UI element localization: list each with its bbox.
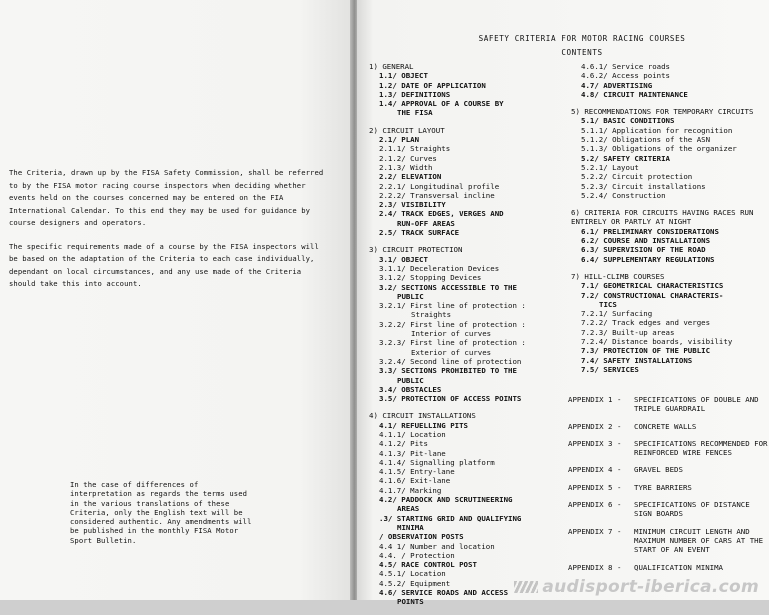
appendix-entry	[568, 439, 768, 458]
intro-paragraph-1: The Criteria, drawn up by the FISA Safety Commission, shall be referred to by the FISA motor racing course inspectors when deciding whether events held on the courses concerned may be entered on the FIA International Calendar. To this end they may be used for guidance by course designers and operators.	[9, 168, 324, 227]
contents-entry: 4.5/ RACE CONTROL POST	[379, 560, 477, 570]
contents-entry: 7.2.3/ Built-up areas	[581, 327, 675, 337]
contents-entry: 7.2/ CONSTRUCTIONAL CHARACTERIS-	[581, 290, 724, 300]
section-heading: 7) HILL-CLIMB COURSES	[571, 271, 665, 281]
contents-entry: 4.1.5/ Entry-lane	[379, 467, 455, 477]
appendix-number: APPENDIX 5 -	[568, 482, 622, 492]
contents-entry: 3.1/ OBJECT	[379, 254, 428, 264]
contents-entry: 6.1/ PRELIMINARY CONSIDERATIONS	[581, 226, 719, 236]
contents-section	[571, 107, 767, 200]
contents-entry: 3.2.4/ Second line of protection	[379, 356, 522, 366]
contents-entry: 4.8/ CIRCUIT MAINTENANCE	[581, 89, 688, 99]
contents-entry: POINTS	[397, 597, 424, 607]
contents-entry: AREAS	[397, 504, 420, 514]
contents-entry: 4.6.1/ Service roads	[581, 62, 670, 71]
contents-entry: 4.4 1/ Number and location	[379, 541, 495, 551]
contents-entry: 4.1.6/ Exit-lane	[379, 476, 451, 486]
translation-note: In the case of differences of interpretation as regards the terms used in the various translations of these Criteria, only the English text will be considered authentic. Any amendments will be published in the monthly FISA Motor Sport Bulletin.	[70, 480, 252, 545]
appendix-number: APPENDIX 1 -	[568, 395, 622, 404]
appendix-number: APPENDIX 4 -	[568, 465, 622, 475]
contents-entry: PUBLIC	[397, 291, 424, 301]
contents-entry: 5.2.4/ Construction	[581, 190, 666, 200]
appendix-entry	[568, 527, 768, 555]
contents-entry: 4.1.1/ Location	[379, 429, 446, 439]
contents-entry: 2.5/ TRACK SURFACE	[379, 228, 460, 238]
left-page	[0, 0, 352, 600]
appendix-entry	[568, 563, 768, 572]
contents-entry: RUN-OFF AREAS	[397, 218, 455, 228]
appendix-title: GRAVEL BEDS	[634, 465, 683, 475]
appendix-title: QUALIFICATION MINIMA	[634, 562, 723, 572]
contents-entry: 2.1.1/ Straights	[379, 144, 451, 154]
contents-entry: 5.2.3/ Circuit installations	[581, 181, 706, 191]
contents-entry: 4.1/ REFUELLING PITS	[379, 420, 468, 430]
contents-section	[369, 245, 569, 403]
contents-entry: 4.1.7/ Marking	[379, 485, 442, 495]
contents-entry: 1.4/ APPROVAL OF A COURSE BY	[379, 99, 504, 109]
contents-entry: 3.2.3/ First line of protection :	[379, 338, 526, 348]
contents-entry: 4.1.2/ Pits	[379, 439, 428, 449]
contents-section	[571, 272, 767, 374]
document-title: SAFETY CRITERIA FOR MOTOR RACING COURSES	[478, 34, 686, 43]
contents-entry: 4.7/ ADVERTISING	[581, 80, 653, 90]
contents-entry: 2.1/ PLAN	[379, 135, 420, 145]
contents-entry: 7.4/ SAFETY INSTALLATIONS	[581, 355, 693, 365]
appendix-title: MINIMUM CIRCUIT LENGTH AND MAXIMUM NUMBER OF CARS AT THE START OF AN EVENT	[634, 526, 764, 555]
section-heading: 3) CIRCUIT PROTECTION	[369, 245, 463, 255]
contents-entry: 2.3/ VISIBILITY	[379, 200, 446, 210]
contents-entry: 2.1.3/ Width	[379, 162, 433, 172]
section-heading: 5) RECOMMENDATIONS FOR TEMPORARY CIRCUITS	[571, 107, 754, 117]
section-heading: 1) GENERAL	[369, 62, 414, 71]
appendix-title: SPECIFICATIONS RECOMMENDED FOR REINFORCED WIRE FENCES	[634, 438, 768, 458]
appendix-number: APPENDIX 2 -	[568, 421, 622, 431]
appendix-number: APPENDIX 6 -	[568, 500, 622, 510]
appendix-entry	[568, 465, 768, 474]
contents-entry: TICS	[599, 299, 617, 309]
contents-entry: 7.5/ SERVICES	[581, 364, 639, 374]
appendix-entry	[568, 422, 768, 431]
contents-entry: PUBLIC	[397, 375, 424, 385]
contents-entry: 3.2/ SECTIONS ACCESSIBLE TO THE	[379, 282, 517, 292]
contents-entry: 5.1.1/ Application for recognition	[581, 125, 733, 135]
contents-heading: CONTENTS	[561, 48, 603, 57]
contents-entry: 3.2.1/ First line of protection :	[379, 301, 526, 311]
appendix-entry	[568, 500, 768, 519]
contents-entry: Exterior of curves	[411, 347, 492, 357]
contents-entry: 1.1/ OBJECT	[379, 71, 428, 81]
contents-entry: 2.2.2/ Transversal incline	[379, 190, 495, 200]
contents-entry: 1.2/ DATE OF APPLICATION	[379, 80, 486, 90]
appendix-number: APPENDIX 8 -	[568, 562, 622, 572]
contents-entry: MINIMA	[397, 522, 424, 532]
section-heading: 2) CIRCUIT LAYOUT	[369, 125, 445, 135]
contents-column-right	[571, 62, 767, 382]
appendix-number: APPENDIX 3 -	[568, 438, 622, 448]
contents-entry: 6.4/ SUPPLEMENTARY REGULATIONS	[581, 254, 715, 264]
contents-entry: 3.4/ OBSTACLES	[379, 384, 442, 394]
watermark-text: audisport-iberica.com	[542, 577, 759, 597]
contents-section	[369, 126, 569, 238]
contents-entry: 5.1.3/ Obligations of the organizer	[581, 144, 737, 154]
contents-entry: 4.5.2/ Equipment	[379, 578, 451, 588]
appendix-entry	[568, 395, 768, 414]
section-heading: 4) CIRCUIT INSTALLATIONS	[369, 411, 476, 421]
contents-entry: 5.2.2/ Circuit protection	[581, 172, 693, 182]
appendix-title: CONCRETE WALLS	[634, 421, 697, 431]
appendix-number: APPENDIX 7 -	[568, 526, 622, 536]
contents-entry: 4.1.3/ Pit-lane	[379, 448, 446, 458]
contents-entry: 2.1.2/ Curves	[379, 153, 437, 163]
contents-entry: 7.3/ PROTECTION OF THE PUBLIC	[581, 346, 711, 356]
contents-entry: 4.5.1/ Location	[379, 569, 446, 579]
contents-entry: 4.4. / Protection	[379, 550, 455, 560]
contents-section	[571, 208, 767, 264]
appendix-entry	[568, 483, 768, 492]
watermark	[514, 577, 759, 597]
contents-section	[369, 62, 569, 118]
right-page	[357, 0, 769, 607]
contents-entry: 5.1/ BASIC CONDITIONS	[581, 116, 675, 126]
contents-entry: 3.3/ SECTIONS PROHIBITED TO THE	[379, 366, 517, 376]
contents-entry: 5.2.1/ Layout	[581, 162, 639, 172]
audi-logo-icon	[514, 581, 538, 593]
contents-entry: 4.6.2/ Access points	[581, 71, 670, 81]
contents-entry: 2.4/ TRACK EDGES, VERGES AND	[379, 209, 504, 219]
contents-column-left	[369, 62, 569, 615]
contents-entry: Interior of curves	[411, 329, 492, 339]
contents-entry: Straights	[411, 310, 452, 320]
contents-entry: 5.2/ SAFETY CRITERIA	[581, 153, 670, 163]
contents-entry: 7.2.4/ Distance boards, visibility	[581, 337, 733, 347]
appendix-title: TYRE BARRIERS	[634, 482, 692, 492]
contents-section	[571, 62, 767, 99]
section-heading: 6) CRITERIA FOR CIRCUITS HAVING RACES RUN ENTIRELY OR PARTLY AT NIGHT	[571, 208, 754, 227]
appendix-title: SPECIFICATIONS OF DISTANCE SIGN BOARDS	[634, 500, 750, 519]
appendix-title: SPECIFICATIONS OF DOUBLE AND TRIPLE GUARDRAIL	[634, 395, 759, 414]
contents-entry: 2.2/ ELEVATION	[379, 172, 442, 182]
contents-entry: 2.2.1/ Longitudinal profile	[379, 181, 500, 191]
contents-entry: 4.1.4/ Signalling platform	[379, 457, 495, 467]
contents-entry: 6.2/ COURSE AND INSTALLATIONS	[581, 236, 711, 246]
contents-entry: 7.1/ GEOMETRICAL CHARACTERISTICS	[581, 281, 724, 291]
contents-entry: 5.1.2/ Obligations of the ASN	[581, 135, 711, 145]
contents-entry: 7.2.2/ Track edges and verges	[581, 318, 711, 328]
contents-entry: 7.2.1/ Surfacing	[581, 309, 653, 319]
appendix-list	[568, 395, 768, 580]
intro-text	[9, 167, 331, 302]
contents-entry: .3/ STARTING GRID AND QUALIFYING	[379, 513, 522, 523]
contents-entry: 3.1.2/ Stopping Devices	[379, 273, 482, 283]
contents-entry: 3.5/ PROTECTION OF ACCESS POINTS	[379, 394, 522, 404]
contents-entry: 4.2/ PADDOCK AND SCRUTINEERING	[379, 495, 513, 505]
intro-paragraph-2: The specific requirements made of a course by the FISA inspectors will be based on the adaptation of the Criteria to each case individually, dependant on local circumstances, and any use made of the Criteria should take this into account.	[9, 241, 319, 288]
contents-entry: / OBSERVATION POSTS	[379, 532, 464, 542]
contents-entry: 3.1.1/ Deceleration Devices	[379, 263, 500, 273]
contents-entry: 1.3/ DEFINITIONS	[379, 89, 451, 99]
contents-entry: 3.2.2/ First line of protection :	[379, 319, 526, 329]
contents-entry: 4.6/ SERVICE ROADS AND ACCESS	[379, 588, 509, 598]
contents-entry: 6.3/ SUPERVISION OF THE ROAD	[581, 245, 706, 255]
contents-entry: THE FISA	[397, 108, 433, 118]
